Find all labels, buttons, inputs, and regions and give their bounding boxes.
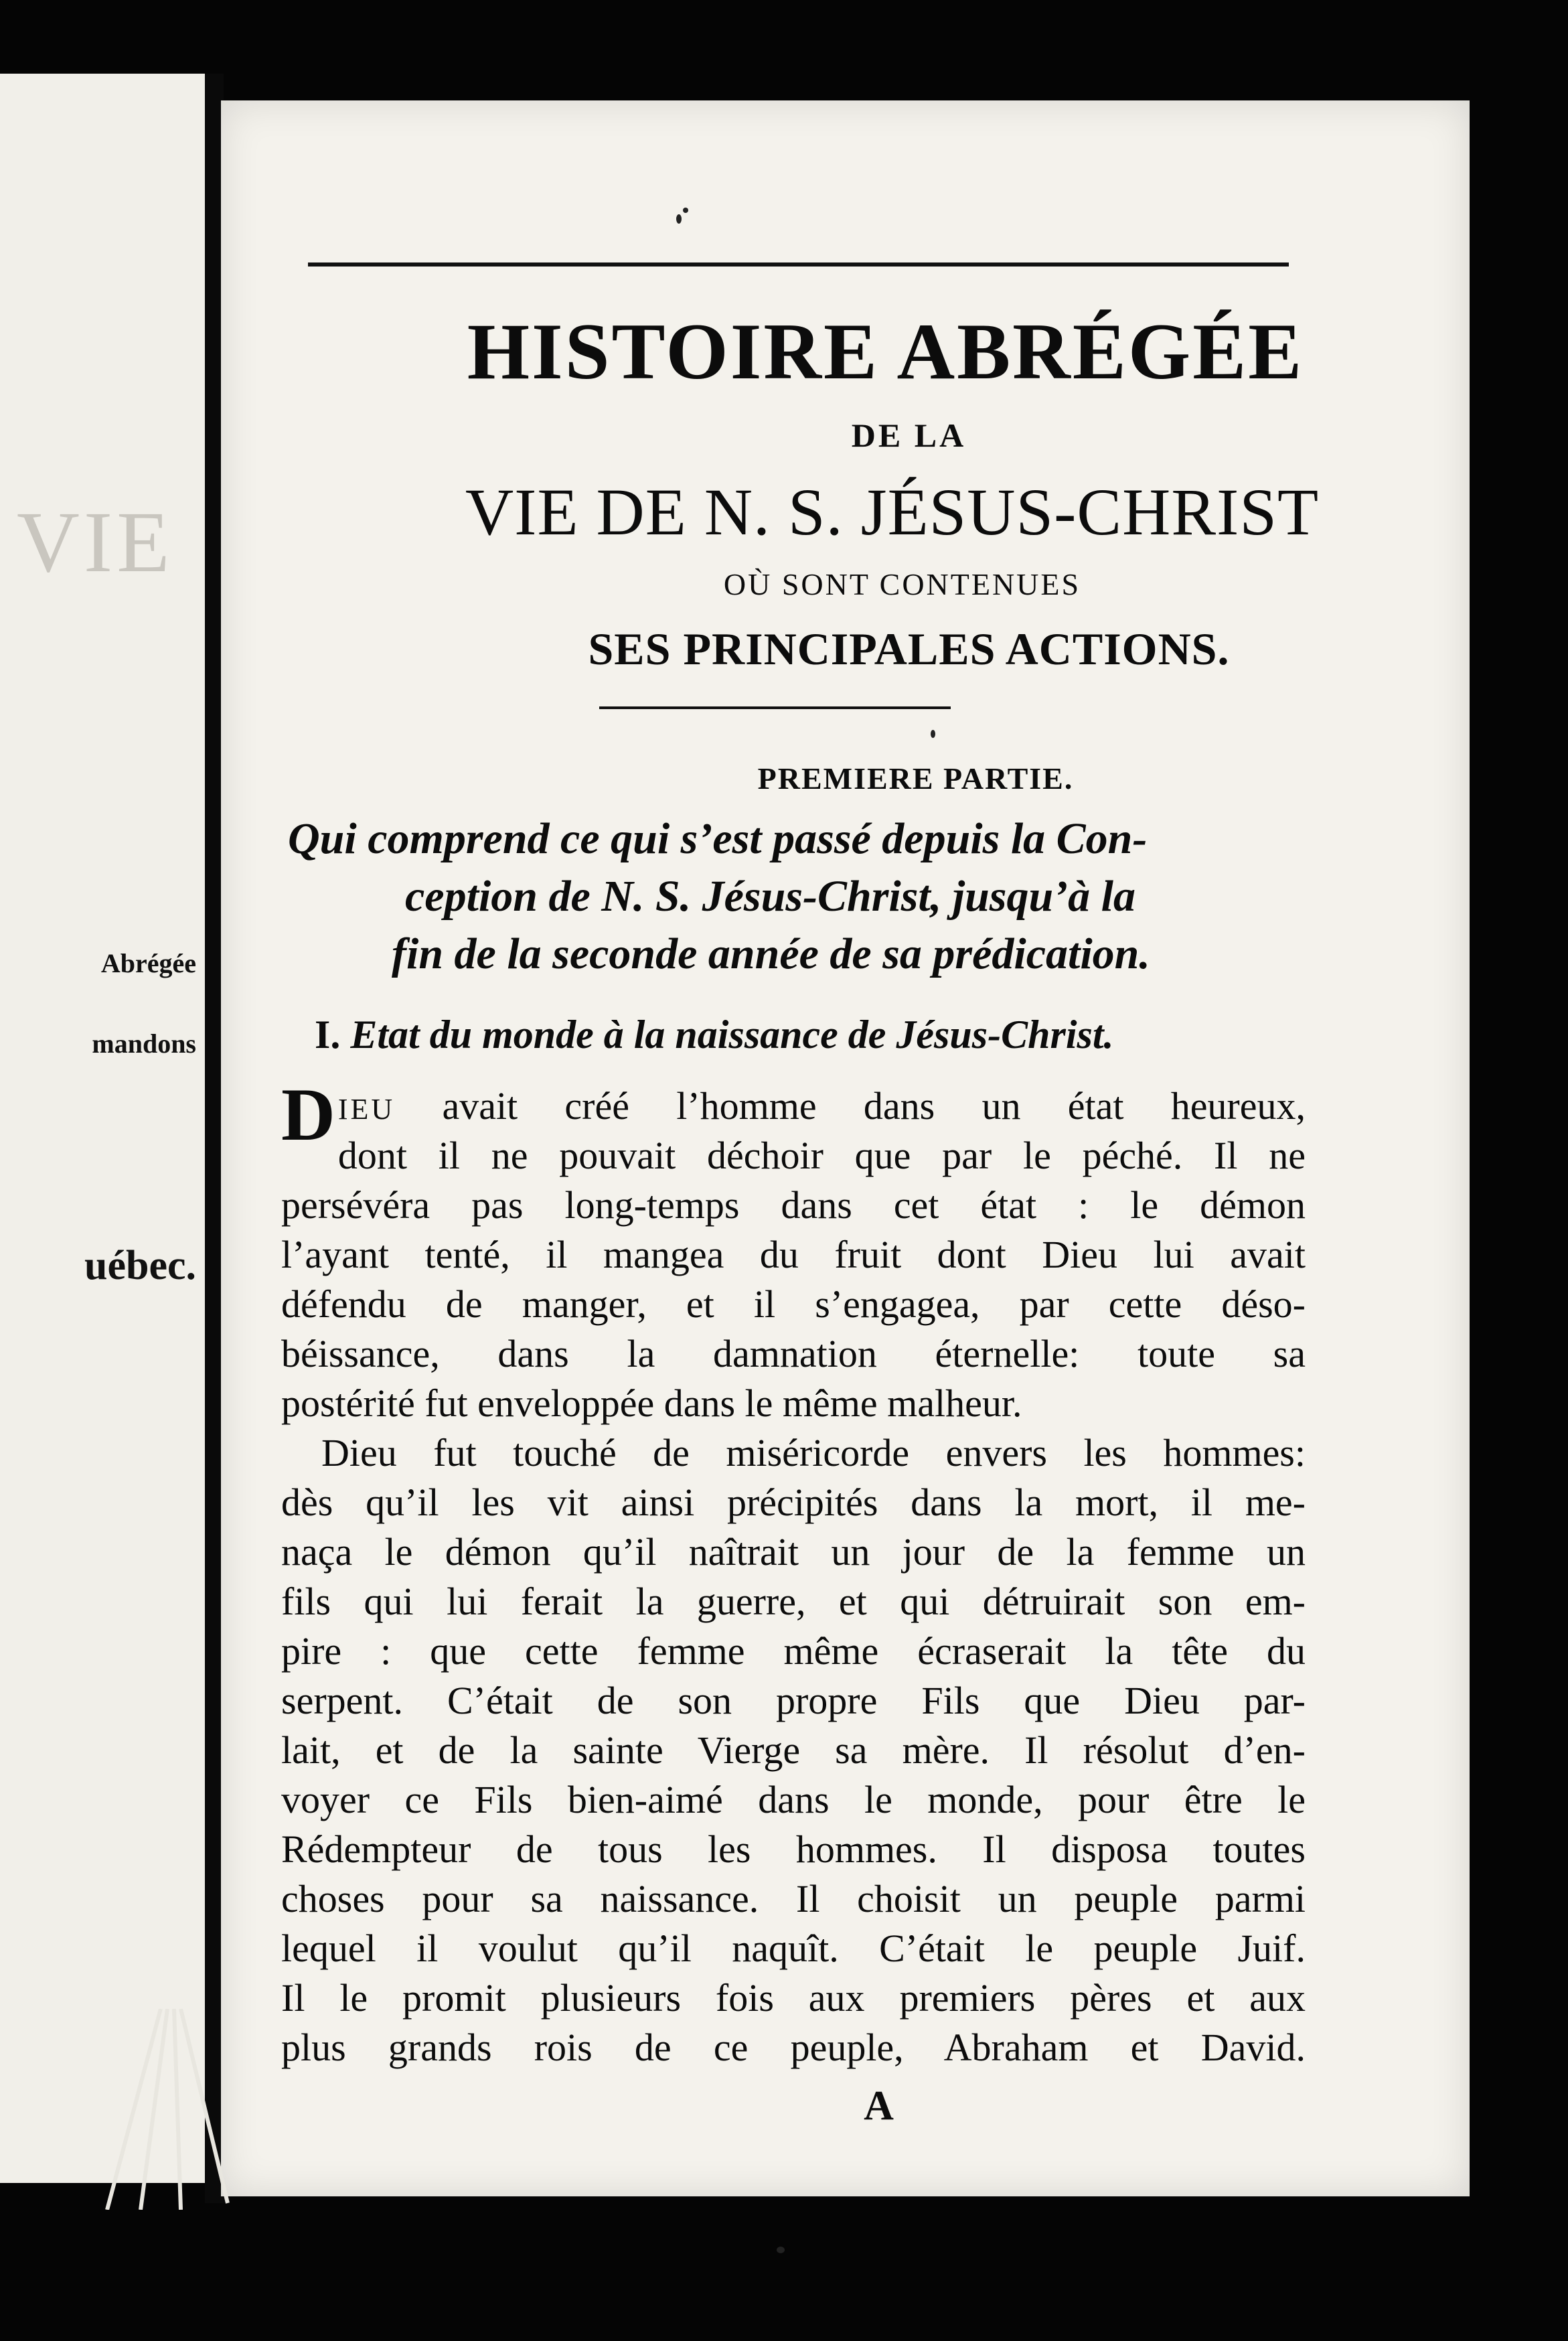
left-page-bleed-text: VIE <box>17 494 174 591</box>
body-line: dès qu’il les vit ainsi précipités dans la mort, il me- <box>281 1481 1306 1524</box>
body-line: Il le promit plusieurs fois aux premiers pères et aux <box>281 1976 1306 2020</box>
body-line: Rédempteur de tous les hommes. Il disposa toutes <box>281 1827 1306 1871</box>
title-vie: VIE DE N. S. JÉSUS-CHRIST <box>465 475 1320 549</box>
body-line-text: avait créé l’homme dans un état heureux, <box>395 1084 1306 1128</box>
title-ou-sont-contenues: OÙ SONT CONTENUES <box>723 567 1081 601</box>
body-line: défendu de manger, et il s’engagea, par cette déso- <box>281 1282 1306 1326</box>
body-line: naça le démon qu’il naîtrait un jour de la femme un <box>281 1530 1306 1574</box>
body-line: serpent. C’était de son propre Fils que Dieu par- <box>281 1679 1306 1722</box>
body-line: fils qui lui ferait la guerre, et qui détruirait son em- <box>281 1580 1306 1623</box>
ink-speck <box>931 730 935 738</box>
summary-line: fin de la seconde année de sa prédication. <box>392 929 1150 978</box>
small-caps-word: IEU <box>337 1093 396 1126</box>
right-page <box>221 100 1470 2196</box>
ink-speck <box>683 208 688 213</box>
body-line: pire : que cette femme même écraserait la tête du <box>281 1629 1306 1673</box>
section-title: Etat du monde à la naissance de Jésus-Christ. <box>350 1012 1114 1057</box>
body-line: voyer ce Fils bien-aimé dans le monde, pour être le <box>281 1778 1306 1821</box>
ink-speck <box>777 2247 785 2253</box>
body-line: l’ayant tenté, il mangea du fruit dont Dieu lui avait <box>281 1233 1306 1276</box>
title-divider <box>599 706 951 709</box>
drop-cap: D <box>281 1073 335 1156</box>
body-line: lequel il voulut qu’il naquît. C’était le peuple Juif. <box>281 1927 1306 1970</box>
body-line: dont il ne pouvait déchoir que par le péché. Il ne <box>337 1134 1306 1177</box>
part-heading: PREMIERE PARTIE. <box>757 761 1074 796</box>
section-heading <box>315 1014 1114 1055</box>
body-line: plus grands rois de ce peuple, Abraham et David. <box>281 2026 1306 2069</box>
signature-mark: A <box>864 2083 894 2129</box>
body-line: choses pour sa naissance. Il choisit un peuple parmi <box>281 1877 1306 1920</box>
ink-speck <box>676 214 682 224</box>
body-line: Dieu fut touché de miséricorde envers les hommes: <box>321 1431 1306 1475</box>
section-number: I. <box>315 1012 341 1057</box>
body-line: lait, et de la sainte Vierge sa mère. Il résolut d’en- <box>281 1728 1306 1772</box>
body-line: béissance, dans la damnation éternelle: toute sa <box>281 1332 1306 1375</box>
left-page-fragment: mandons <box>92 1029 196 1059</box>
title-de-la: DE LA <box>851 417 967 454</box>
title-principales-actions: SES PRINCIPALES ACTIONS. <box>588 623 1230 674</box>
body-text <box>281 1073 1306 2072</box>
body-line: persévéra pas long-temps dans cet état : le démon <box>281 1183 1306 1227</box>
summary-line: Qui comprend ce qui s’est passé depuis la Con- <box>288 814 1148 863</box>
left-page-edge <box>0 74 211 2183</box>
summary-line: ception de N. S. Jésus-Christ, jusqu’à la <box>405 872 1135 921</box>
body-line: postérité fut enveloppée dans le même malheur. <box>281 1381 1022 1425</box>
binding-thread <box>80 2009 254 2210</box>
left-page-fragment: Abrégée <box>100 948 196 978</box>
top-rule <box>308 262 1289 267</box>
title-main: HISTOIRE ABRÉGÉE <box>467 307 1304 396</box>
part-summary <box>288 810 1299 983</box>
left-page-fragment: uébec. <box>84 1243 196 1288</box>
